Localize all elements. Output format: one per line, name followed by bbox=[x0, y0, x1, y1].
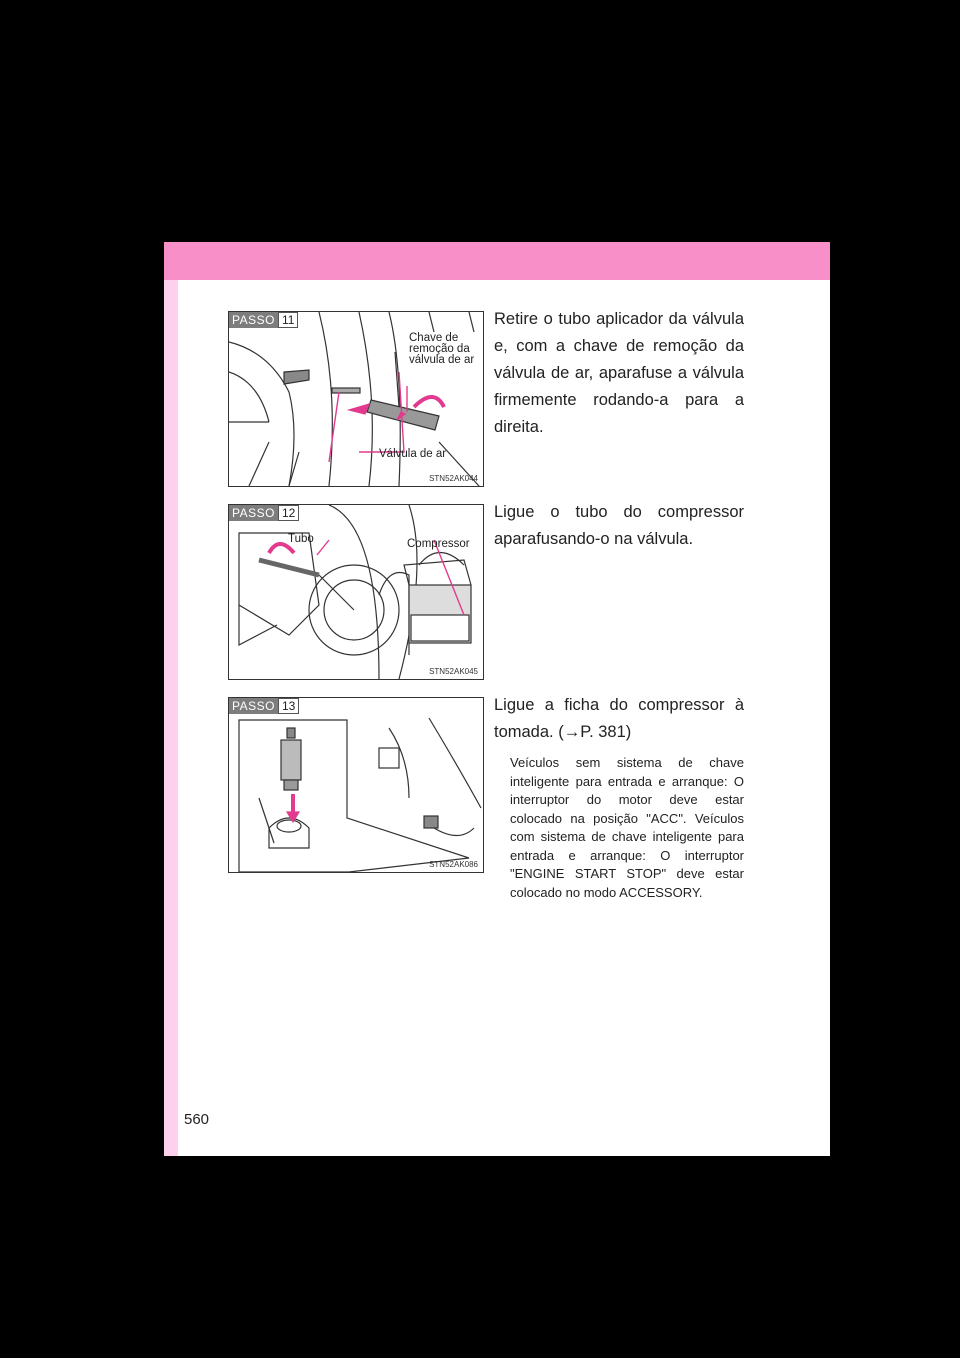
power-socket-drawing bbox=[229, 698, 483, 872]
compressor-connection-drawing bbox=[229, 505, 483, 679]
step-badge-word: PASSO bbox=[229, 505, 278, 521]
page-number: 560 bbox=[184, 1111, 210, 1128]
image-code: STN52AK086 bbox=[429, 860, 478, 869]
side-band bbox=[164, 280, 178, 1156]
callout-tube: Tubo bbox=[288, 533, 314, 545]
callout-valve-removal-key: Chave de remoção da válvula de ar bbox=[409, 332, 475, 366]
step-badge bbox=[229, 698, 299, 714]
header-band bbox=[164, 242, 830, 280]
step-11-text: Retire o tubo aplicador da válvula e, com a chave de remoção da válvula de ar, aparafuse a válvula firmemente rodando-a para a direita. bbox=[494, 310, 744, 436]
step-13-text: Ligue a ficha do compressor à tomada. (→P. 381) bbox=[494, 696, 744, 741]
step-badge-word: PASSO bbox=[229, 698, 278, 714]
step-11-illustration bbox=[228, 311, 484, 487]
step-badge-number: 12 bbox=[278, 505, 299, 521]
step-12-illustration bbox=[228, 504, 484, 680]
manual-page bbox=[164, 242, 830, 1156]
step-13-note: Veículos sem sistema de chave inteligente para entrada e arranque: O interruptor do motor deve estar colocado na posição "ACC". Veículos com sistema de chave inteligente para entrada e arranque: O interruptor "ENGINE START STOP" deve estar colocado no modo ACCESSORY. bbox=[510, 755, 744, 900]
step-13-illustration bbox=[228, 697, 484, 873]
step-12-text: Ligue o tubo do compressor aparafusando-o na válvula. bbox=[494, 503, 744, 548]
step-badge-number: 11 bbox=[278, 312, 298, 328]
step-badge-word: PASSO bbox=[229, 312, 278, 328]
image-code: STN52AK045 bbox=[429, 667, 478, 676]
callout-air-valve: Válvula de ar bbox=[379, 448, 447, 460]
step-badge bbox=[229, 312, 298, 328]
callout-compressor: Compressor bbox=[407, 538, 470, 550]
image-code: STN52AK044 bbox=[429, 474, 478, 483]
step-badge-number: 13 bbox=[278, 698, 299, 714]
step-badge bbox=[229, 505, 299, 521]
